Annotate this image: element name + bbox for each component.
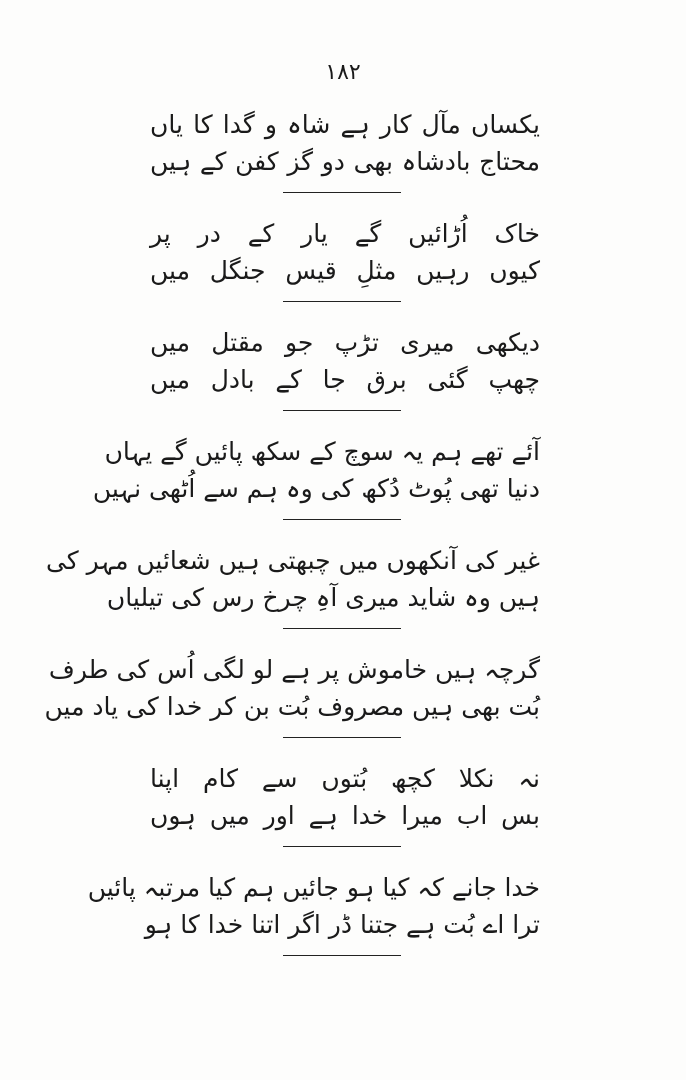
verse-line: محتاج بادشاہ بھی دو گز کفن کے ہیں [150,147,540,176]
verse-line: کیوں رہیں مثلِ قیس جنگل میں [150,256,540,285]
page-number: ۱۸۲ [325,60,361,85]
verse-line: خدا جانے کہ کیا ہو جائیں ہم کیا مرتبہ پائیں [87,873,540,902]
stanza-divider [283,301,401,302]
stanza [87,869,540,978]
verse-line: خاک اُڑائیں گے یار کے در پر [150,219,540,248]
stanza [150,324,540,433]
verse-line: نہ نکلا کچھ بُتوں سے کام اپنا [150,764,540,793]
verse-line: دیکھی میری تڑپ جو مقتل میں [150,328,540,357]
stanza [150,760,540,869]
stanza-divider [283,846,401,847]
verse-line: غیر کی آنکھوں میں چبھتی ہیں شعائیں مہر کی [45,546,540,575]
verse-line: آئے تھے ہم یہ سوچ کے سکھ پائیں گے یہاں [104,437,540,466]
stanza [150,215,540,324]
stanza [45,542,540,651]
verse-line: یکساں مآل کار ہے شاہ و گدا کا یاں [150,110,540,139]
stanza-divider [283,628,401,629]
verse-line: ترا اے بُت ہے جتنا ڈر اگر اتنا خدا کا ہو [144,910,540,939]
stanza [150,106,540,215]
stanza [92,433,540,542]
verse-line: گرچہ ہیں خاموش پر ہے لو لگی اُس کی طرف [48,655,540,684]
verse-line: چھپ گئی برق جا کے بادل میں [150,365,540,394]
stanza-divider [283,192,401,193]
stanza-divider [283,410,401,411]
verse-line: دنیا تھی پُوٹ دُکھ کی وہ ہم سے اُٹھی نہیں [92,474,540,503]
poem-body [44,106,540,978]
verse-line: بس اب میرا خدا ہے اور میں ہوں [150,801,540,830]
stanza-divider [283,737,401,738]
stanza [44,651,540,760]
stanza-divider [283,955,401,956]
verse-line: بُت بھی ہیں مصروف بُت بن کر خدا کی یاد میں [44,692,540,721]
verse-line: ہیں وہ شاید میری آہِ چرخ رس کی تیلیاں [106,583,540,612]
stanza-divider [283,519,401,520]
